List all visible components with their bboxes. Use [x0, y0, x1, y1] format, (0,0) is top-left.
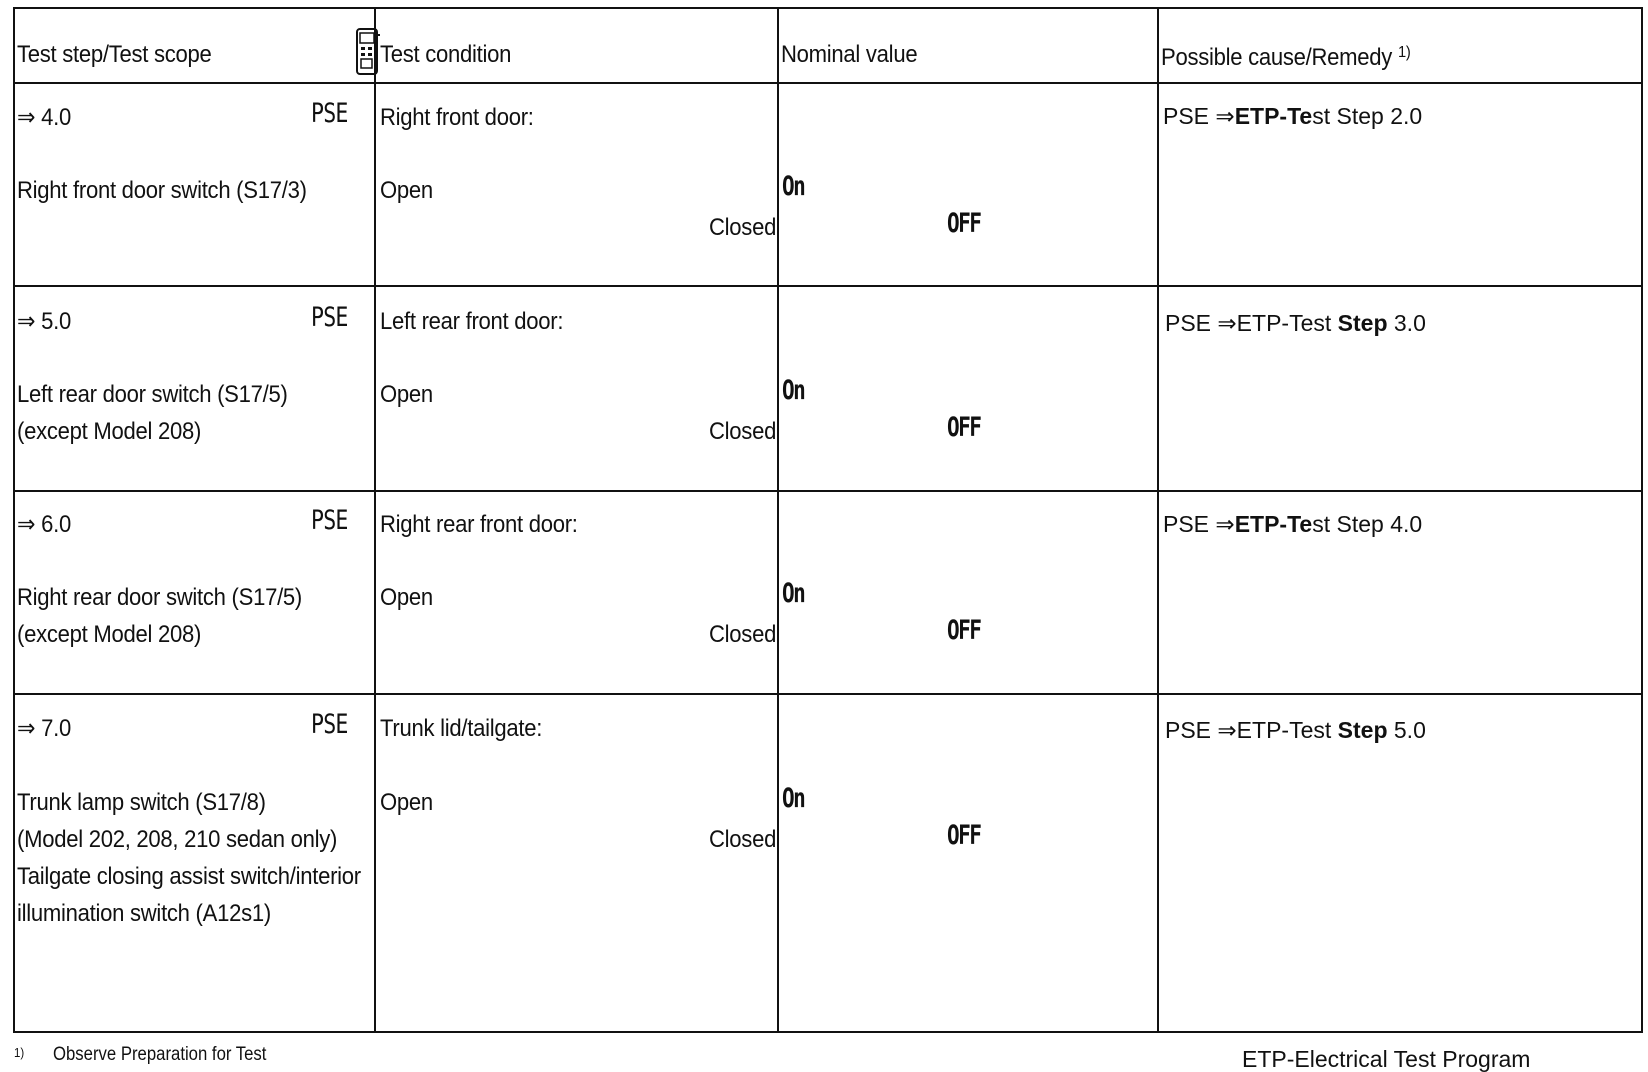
nominal-on: On	[782, 578, 805, 609]
nominal-off: OFF	[947, 208, 981, 239]
nominal-off: OFF	[947, 615, 981, 646]
nominal-off: OFF	[947, 820, 981, 851]
handheld-tester-icon	[355, 27, 381, 77]
condition-open: Open	[380, 381, 433, 408]
header-possible-cause: Possible cause/Remedy $^{1)}$	[1161, 44, 1411, 71]
nominal-on: On	[782, 375, 805, 406]
step-number: ⇒ 4.0	[17, 104, 71, 131]
condition-closed: Closed	[709, 418, 777, 445]
pse-tag: PSE	[311, 709, 348, 740]
nominal-on: On	[782, 783, 805, 814]
header-test-step: Test step/Test scope	[17, 41, 212, 68]
condition-title: Left rear front door:	[380, 308, 564, 335]
condition-title: Right front door:	[380, 104, 534, 131]
header-test-condition: Test condition	[380, 41, 512, 68]
condition-open: Open	[380, 177, 433, 204]
column-divider	[374, 9, 376, 1031]
pse-tag: PSE	[311, 98, 348, 129]
condition-title: Trunk lid/tailgate:	[380, 715, 543, 742]
remedy-text: PSE ⇒ETP-Test Step 4.0	[1163, 511, 1423, 537]
remedy-text: PSE ⇒ETP-Test Step 3.0	[1165, 310, 1426, 336]
remedy-text: PSE ⇒ETP-Test Step 2.0	[1163, 103, 1423, 129]
condition-closed: Closed	[709, 214, 777, 241]
scope-line: Trunk lamp switch (S17/8)	[17, 789, 266, 816]
scope-line: Right rear door switch (S17/5)	[17, 584, 303, 611]
scope-line: Tailgate closing assist switch/interior	[17, 863, 361, 890]
nominal-off: OFF	[947, 412, 981, 443]
condition-closed: Closed	[709, 826, 777, 853]
condition-closed: Closed	[709, 621, 777, 648]
program-label: ETP-Electrical Test Program	[1242, 1046, 1531, 1072]
header-nominal-value: Nominal value	[781, 41, 918, 68]
pse-tag: PSE	[311, 302, 348, 333]
row-divider	[15, 490, 1641, 492]
scope-line: illumination switch (A12s1)	[17, 900, 271, 927]
condition-open: Open	[380, 584, 433, 611]
footnote-mark: 1)	[14, 1045, 25, 1060]
column-divider	[777, 9, 779, 1031]
row-divider	[15, 693, 1641, 695]
step-number: ⇒ 6.0	[17, 511, 71, 538]
row-divider	[15, 285, 1641, 287]
scope-line: (except Model 208)	[17, 621, 202, 648]
scope-line: (except Model 208)	[17, 418, 202, 445]
step-number: ⇒ 5.0	[17, 308, 71, 335]
condition-title: Right rear front door:	[380, 511, 578, 538]
condition-open: Open	[380, 789, 433, 816]
row-divider	[15, 82, 1641, 84]
column-divider	[1157, 9, 1159, 1031]
test-table	[13, 7, 1643, 1033]
remedy-text: PSE ⇒ETP-Test Step 5.0	[1165, 717, 1426, 743]
scope-line: Left rear door switch (S17/5)	[17, 381, 288, 408]
footnote-text: Observe Preparation for Test	[53, 1044, 267, 1065]
nominal-on: On	[782, 171, 805, 202]
scope-line: (Model 202, 208, 210 sedan only)	[17, 826, 338, 853]
scope-line: Right front door switch (S17/3)	[17, 177, 307, 204]
pse-tag: PSE	[311, 505, 348, 536]
step-number: ⇒ 7.0	[17, 715, 71, 742]
